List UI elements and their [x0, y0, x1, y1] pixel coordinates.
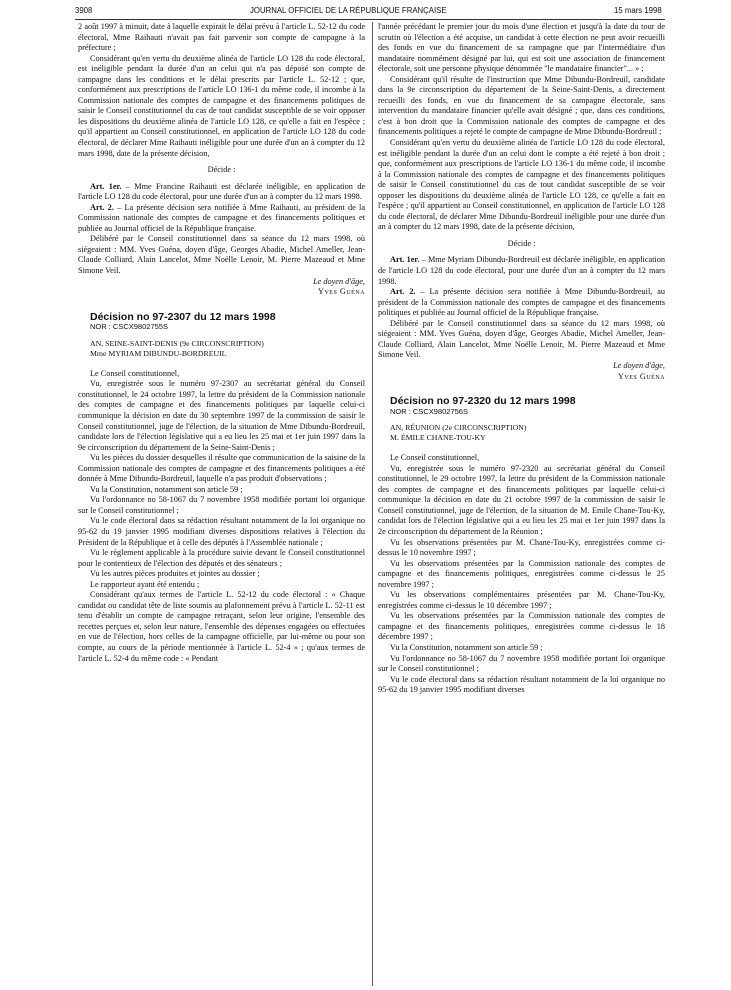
article-label: Art. 1er. — [390, 255, 420, 265]
paragraph: Vu l'ordonnance no 58-1067 du 7 novembre 1958 modifiée portant loi organique sur le Conseil constitutionnel ; — [378, 653, 665, 674]
paragraph: Vu les observations complémentaires présentées par M. Chane-Tou-Ky, enregistrées comme ci-dessus le 10 décembre 1997 ; — [378, 590, 665, 610]
paragraph: l'année précédant le premier jour du mois d'une élection et jusqu'à la date du tour de scrutin où l'élection a été acquise, un candidat à cette élection ne peut avoir recueilli des fonds en vue du financement de sa campagne que par l'intermédiaire d'un mandataire nommément désigné par lui, qui est soit une association de financement électorale, soit une personne physique dénommée "le mandataire financier"... » ; — [378, 22, 665, 74]
signature-role: Le doyen d'âge, — [313, 276, 365, 286]
paragraph: Le rapporteur ayant été entendu ; — [90, 579, 200, 589]
paragraph: Le Conseil constitutionnel, — [390, 453, 480, 463]
paragraph: Vu la Constitution, notamment son article 59 ; — [390, 642, 543, 652]
article-1 — [378, 255, 665, 287]
paragraph: Le Conseil constitutionnel, — [90, 368, 180, 378]
column-separator — [372, 22, 373, 986]
nor-reference: NOR : CSCX9802755S — [90, 322, 168, 332]
journal-title: JOURNAL OFFICIEL DE LA RÉPUBLIQUE FRANÇAISE — [250, 6, 447, 15]
paragraph: Vu la Constitution, notamment son article 59 ; — [90, 484, 243, 494]
page-header — [0, 0, 731, 20]
article-text: – Mme Myriam Dibundu-Bordreuil est déclarée inéligible, en application de l'article LO 128 du code électoral, pour une durée d'un an à compter du 12 mars 1998. — [378, 255, 665, 286]
paragraph: 2 août 1997 à minuit, date à laquelle expirait le délai prévu à l'article L. 52-12 du code électoral, Mme Raihauti n'avait pas fait parvenir son compte de campagne à la préfecture ; — [78, 22, 365, 53]
paragraph: Vu, enregistrée sous le numéro 97-2307 au secrétariat général du Conseil constitutionnel, le 24 octobre 1997, la lettre du président de la Commission nationale des comptes de campagne et des financements politiques par laquelle celui-ci communique la décision en date du 30 septembre 1997 de la commission de saisir le Conseil constitutionnel, juge de l'élection, de la situation de Mme Dibundu-Bordreuil, candidate lors de l'élection législative qui a eu lieu les 25 mai et 1er juin 1997 dans la 9e circonscription du département de la Seine-Saint-Denis ; — [78, 379, 365, 452]
left-column — [78, 22, 365, 986]
paragraph: Considérant qu'en vertu du deuxième alinéa de l'article LO 128 du code électoral, est inéligible pendant la durée d'un an celui dont le compte a été rejeté à bon droit ; que, conformément aux prescriptions de l'article LO 136-1 du même code, il incombe à la Commission nationale des comptes de campagne et des financements politiques de saisir le Conseil constitutionnel du cas de tout candidat susceptible de se voir opposer les dispositions du deuxième alinéa de l'article LO 128, ce qu'elle a fait en l'espèce ; qu'il appartient au Conseil constitutionnel, en application de l'article LO 128 du code électoral, de déclarer Mme Dibundu-Bordreuil inéligible pour une durée d'un an à compter du 12 mars 1998, date de la présente décision, — [378, 138, 665, 232]
right-column — [378, 22, 665, 986]
paragraph: Vu les observations présentées par M. Chane-Tou-Ky, enregistrées comme ci-dessus le 10 novembre 1997 ; — [378, 537, 665, 558]
signature-name: Yves Guéna — [618, 371, 665, 381]
deliberation: Délibéré par le Conseil constitutionnel dans sa séance du 12 mars 1998, où siégeaient : MM. Yves Guéna, doyen d'âge, Georges Abadie, Michel Ameller, Jean-Claude Colliard, Alain Lancelot, Mme Noëlle Lenoir, M. Pierre Mazeaud et Mme Simone Veil. — [378, 318, 665, 360]
paragraph: Vu le code électoral dans sa rédaction résultant notamment de la loi organique no 95-62 du 19 janvier 1995 modifiant diverses dispositions relatives à l'élection du Président de la République et à celle des députés à l'Assemblée nationale ; — [78, 516, 365, 547]
paragraph: Vu le règlement applicable à la procédure suivie devant le Conseil constitutionnel pour le contentieux de l'élection des députés et des sénateurs ; — [78, 548, 365, 568]
paragraph: Considérant qu'aux termes de l'article L. 52-12 du code électoral : « Chaque candidat ou candidat tête de liste soumis au plafonnement prévu à l'article L. 52-11 est tenu d'établir un compte de campagne retraçant, selon leur origine, l'ensemble des recettes perçues et, selon leur nature, l'ensemble des dépenses engagées ou effectuées en vue de l'élection, hors celles de la campagne officielle, par lui-même ou pour son compte, au cours de la période mentionnée à l'article L. 52-4 » ; qu'aux termes de l'article L. 52-4 du même code : « Pendant — [78, 590, 365, 663]
issue-date: 15 mars 1998 — [614, 6, 662, 15]
article-label: Art. 1er. — [90, 181, 122, 191]
article-text: – Mme Francine Raihauti est déclarée inéligible, en application de l'article LO 128 du code électoral, pour une durée d'un an à compter du 12 mars 1998. — [78, 181, 365, 202]
article-label: Art. 2. — [390, 287, 416, 297]
decision-title: Décision no 97-2307 du 12 mars 1998 — [90, 310, 276, 323]
paragraph: Vu l'ordonnance no 58-1067 du 7 novembre 1958 modifiée portant loi organique sur le Conseil constitutionnel ; — [78, 495, 365, 515]
constituency-line: AN, RÉUNION (2e CIRCONSCRIPTION) — [390, 423, 527, 433]
header-rule — [75, 19, 665, 20]
deliberation: Délibéré par le Conseil constitutionnel dans sa séance du 12 mars 1998, où siégeaient : MM. Yves Guéna, doyen d'âge, Georges Abadie, Michel Ameller, Jean-Claude Colliard, Alain Lancelot, Mme Noëlle Lenoir, M. Pierre Mazeaud et Mme Simone Veil. — [78, 234, 365, 276]
article-label: Art. 2. — [90, 202, 114, 212]
paragraph: Vu, enregistrée sous le numéro 97-2320 au secrétariat général du Conseil constitutionnel, le 29 octobre 1997, la lettre du président de la Commission nationale des comptes de campagne et des financements politiques par laquelle celui-ci communique la décision en date du 21 octobre 1997 de la commission de saisir le Conseil constitutionnel, juge de l'élection, de la situation de M. Emile Chane-Tou-Ky, candidat lors de l'élection législative qui a eu lieu les 25 mai et 1er juin 1997 dans la 2e circonscription du département de la Réunion ; — [378, 463, 665, 536]
article-text: – La présente décision sera notifiée à Mme Raihauti, au président de la Commission nationale des comptes de campagne et des financements politiques et publiée au Journal officiel de la République française. — [78, 202, 365, 233]
paragraph: Vu les observations présentées par la Commission nationale des comptes de campagne et des financements politiques, enregistrées comme ci-dessus le 18 décembre 1997 ; — [378, 611, 665, 642]
candidate-line: M. ÉMILE CHANE-TOU-KY — [390, 433, 486, 443]
paragraph: Vu le code électoral dans sa rédaction résultant notamment de la loi organique no 95-62 du 19 janvier 1995 modifiant diverses — [378, 674, 665, 695]
constituency-line: AN, SEINE-SAINT-DENIS (9e CIRCONSCRIPTION) — [90, 338, 264, 348]
candidate-line: Mme MYRIAM DIBUNDU-BORDREUIL — [90, 348, 227, 358]
article-1 — [78, 182, 365, 203]
article-2 — [78, 203, 365, 235]
paragraph: Vu les autres pièces produites et jointes au dossier ; — [90, 569, 260, 579]
decide-heading: Décide : — [207, 165, 236, 175]
signature-name: Yves Guéna — [318, 287, 365, 297]
paragraph: Considérant qu'en vertu du deuxième alinéa de l'article LO 128 du code électoral, est inéligible pendant la durée d'un an celui qui n'a pas déposé son compte de campagne dans les conditions et le délai prescrits par l'article L. 52-12 ; que, conformément aux prescriptions de l'article LO 136-1 du même code, il incombe à la Commission nationale des comptes de campagne et des financements politiques de saisir le Conseil constitutionnel du cas de tout candidat susceptible de se voir opposer les dispositions du deuxième alinéa de l'article LO 128, ce qu'elle a fait en l'espèce ; qu'il appartient au Conseil constitutionnel, en application de l'article LO 128 du code électoral, de déclarer Mme Raihauti inéligible pour une durée d'un an à compter du 12 mars 1998, date de la présente décision, — [78, 53, 365, 158]
paragraph: Vu les observations présentées par la Commission nationale des comptes de campagne et des financements politiques, enregistrées comme ci-dessus le 25 novembre 1997 ; — [378, 558, 665, 589]
paragraph: Vu les pièces du dossier desquelles il résulte que communication de la saisine de la Commission nationale des comptes de campagne et des financements politiques a été donnée à Mme Dibundu-Bordreuil, laquelle n'a pas produit d'observations ; — [78, 453, 365, 484]
nor-reference: NOR : CSCX9802756S — [390, 406, 468, 416]
page-number: 3908 — [75, 6, 93, 15]
decide-heading: Décide : — [507, 238, 536, 248]
decision-title: Décision no 97-2320 du 12 mars 1998 — [390, 395, 576, 408]
article-2 — [378, 287, 665, 319]
paragraph: Considérant qu'il résulte de l'instruction que Mme Dibundu-Bordreuil, candidate dans la 9e circonscription du département de la Seine-Saint-Denis, a directement recueilli des fonds, en vue du financement de sa campagne électorale, sans intervention du mandataire financier qu'elle avait désigné ; que, dans ces conditions, c'est à bon droit que la Commission nationale des comptes de campagne et des financements politiques a rejeté le compte de campagne de Mme Dibundu-Bordreuil ; — [378, 74, 665, 137]
article-text: – La présente décision sera notifiée à Mme Dibundu-Bordreuil, au président de la Commission nationale des comptes de campagne et des financements politiques et publiée au Journal officiel de la République française. — [378, 287, 665, 318]
signature-role: Le doyen d'âge, — [613, 360, 665, 370]
